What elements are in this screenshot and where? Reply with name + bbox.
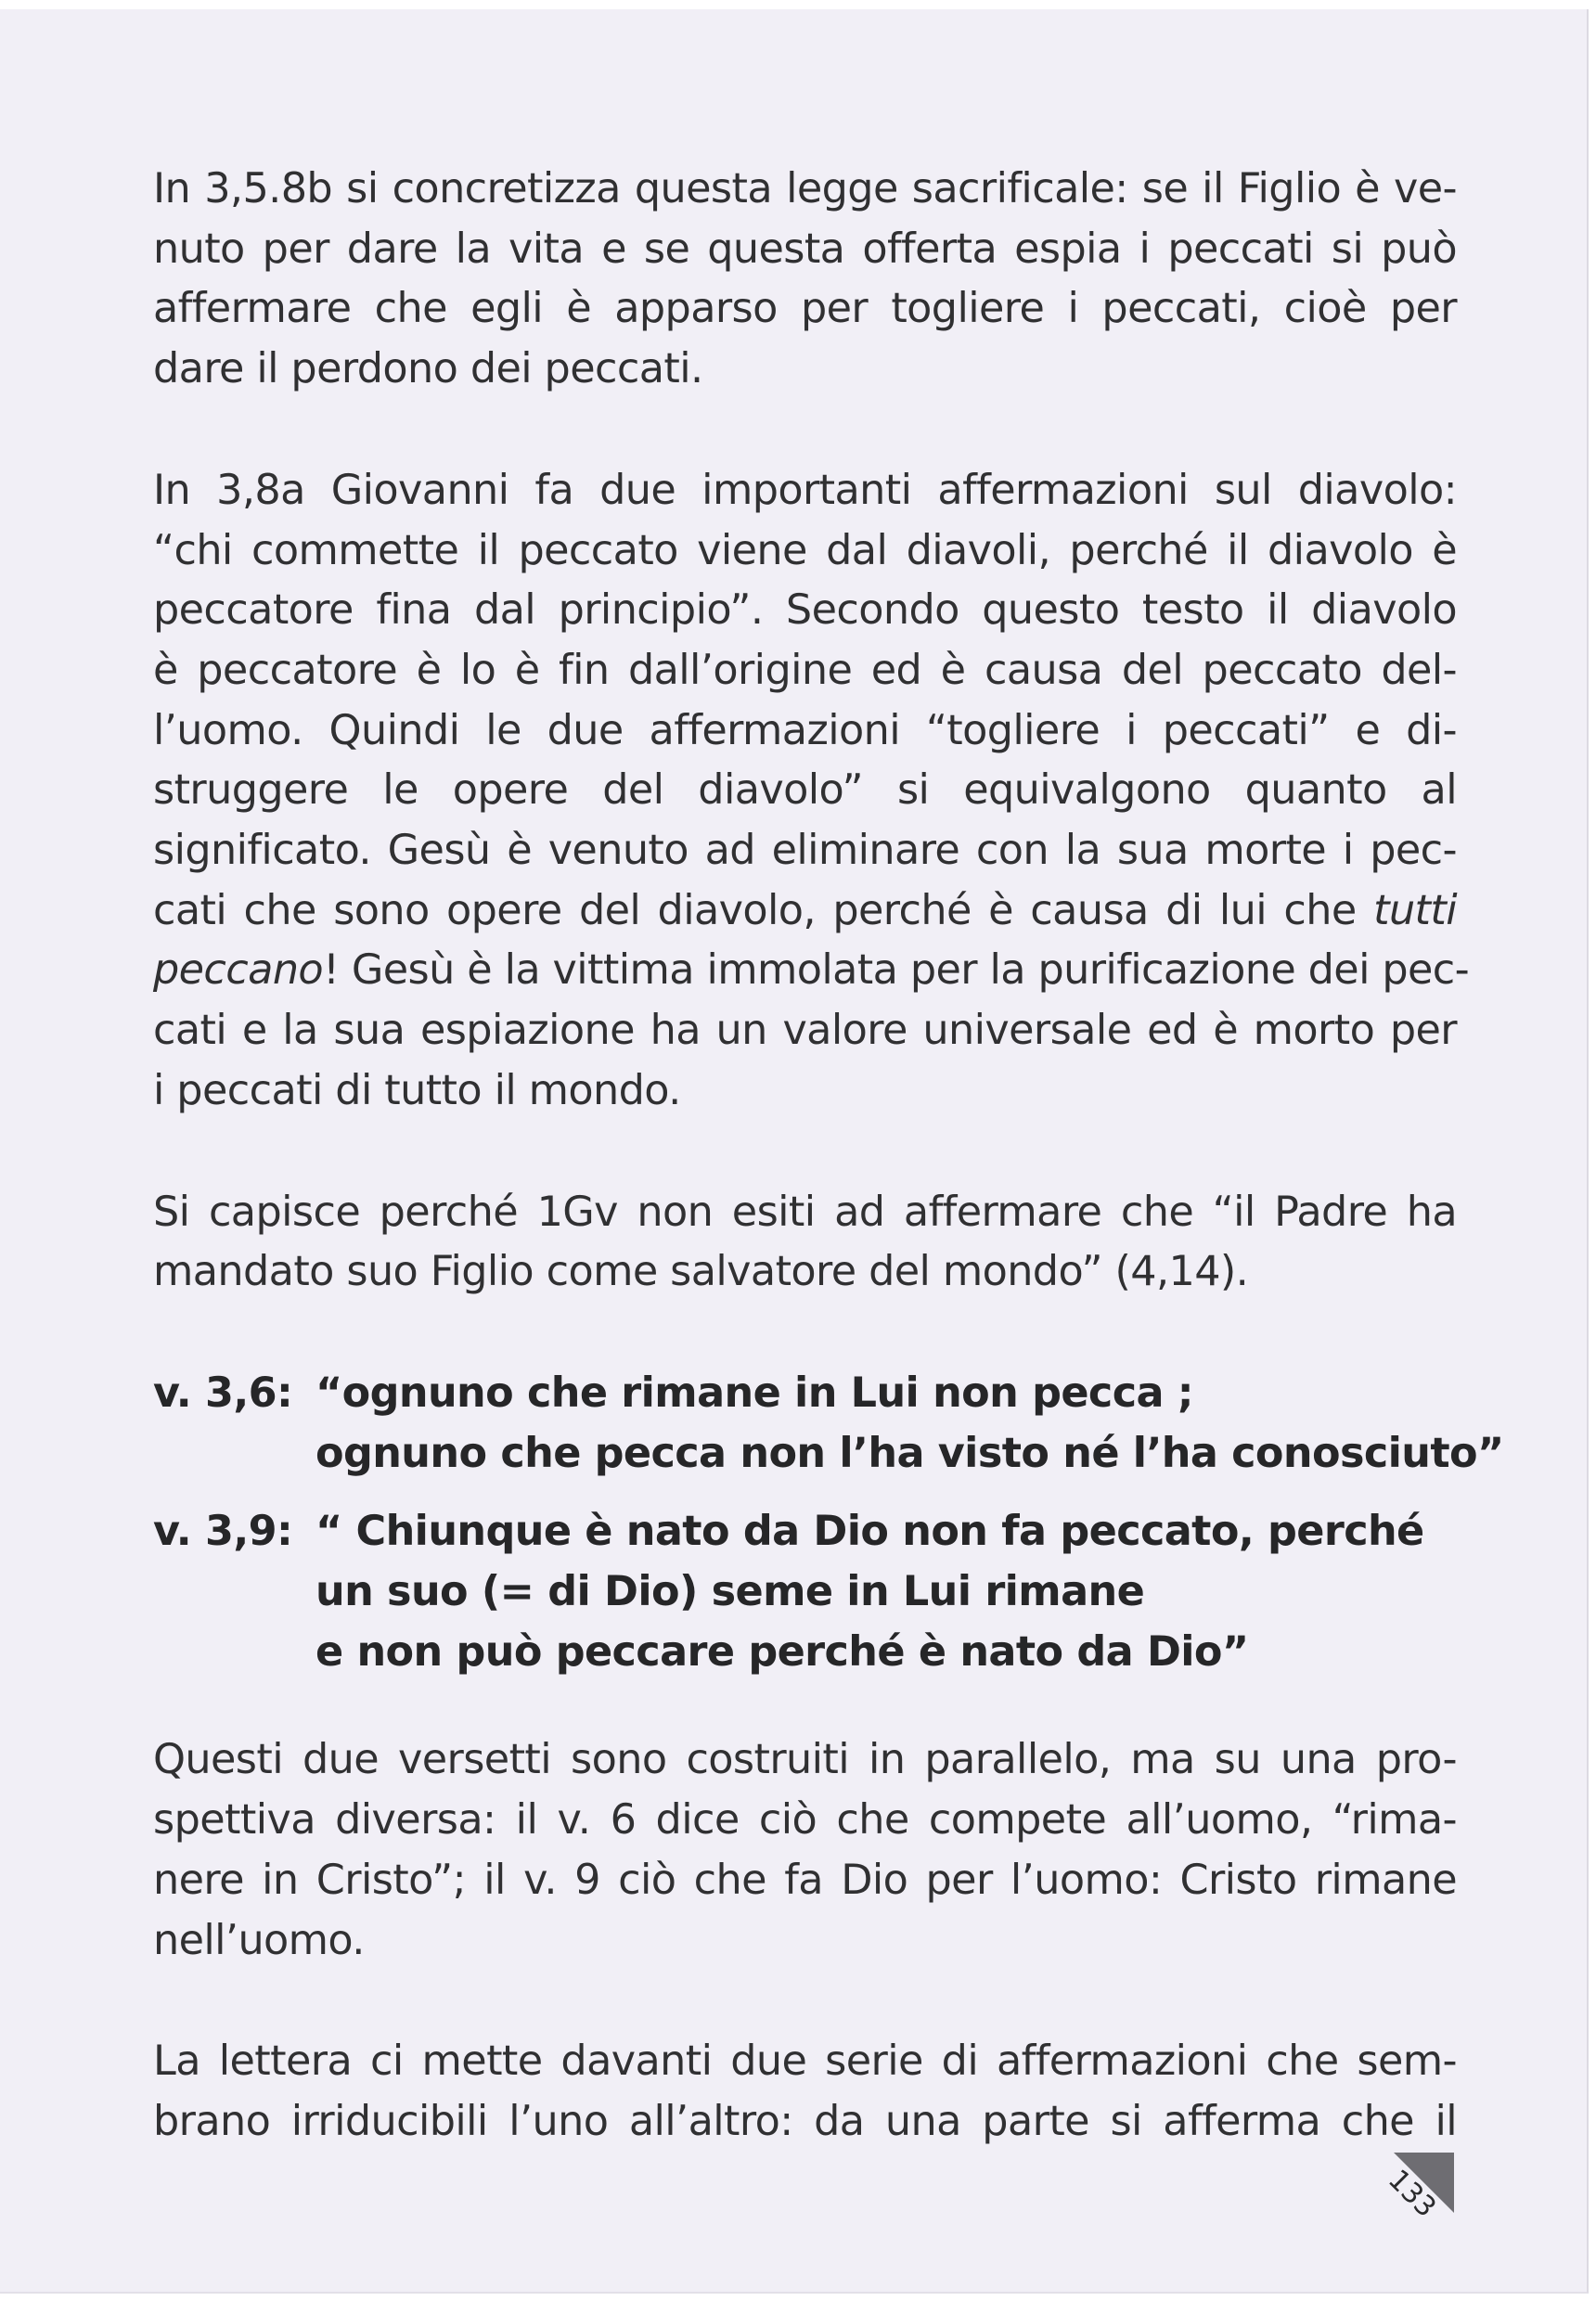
paragraph-2 <box>153 461 1470 1122</box>
verse-3-9 <box>153 1502 1457 1682</box>
page-number: 133 <box>1382 2163 1443 2224</box>
verse-3-6 <box>153 1364 1504 1484</box>
text-line: cati e la sua espiazione ha un valore universale ed è morto per <box>153 1007 1457 1055</box>
text-line: nell’uomo. <box>153 1916 365 1964</box>
text-line: peccatore fina dal principio”. Secondo questo testo il diavolo <box>153 586 1457 635</box>
page-number-marker <box>1357 2153 1454 2245</box>
text-line: struggere le opere del diavolo” si equivalgono quanto al <box>153 766 1457 815</box>
verse-quotes <box>153 1364 1504 1683</box>
book-page <box>0 9 1589 2294</box>
verse-line: ognuno che pecca non l’ha visto né l’ha conosciuto” <box>315 1429 1504 1477</box>
text-line-part: cati che sono opere del diavolo, perché è causa di lui che <box>153 886 1357 934</box>
verse-text <box>315 1502 1457 1682</box>
text-line: Si capisce perché 1Gv non esiti ad affermare che “il Padre ha <box>153 1188 1457 1236</box>
text-line: nere in Cristo”; il v. 9 ciò che fa Dio per l’uomo: Cristo rimane <box>153 1856 1457 1904</box>
paragraph-3 <box>153 1183 1457 1303</box>
text-line: nuto per dare la vita e se questa offerta espia i peccati si può <box>153 225 1457 273</box>
verse-line: e non può peccare perché è nato da Dio” <box>315 1627 1249 1676</box>
verse-line: “ Chiunque è nato da Dio non fa peccato, perché <box>315 1508 1424 1556</box>
text-line-part: ! Gesù è la vittima immolata per la purificazione dei pec- <box>323 946 1470 995</box>
verse-label: v. 3,9: <box>153 1508 293 1556</box>
text-line: La lettera ci mette davanti due serie di affermazioni che sem- <box>153 2037 1457 2086</box>
text-line: brano irriducibili l’uno all’altro: da una parte si afferma che il <box>153 2097 1457 2145</box>
text-line: l’uomo. Quindi le due affermazioni “togliere i peccati” e di- <box>153 706 1457 754</box>
paragraph-4 <box>153 1730 1457 1971</box>
text-line: significato. Gesù è venuto ad eliminare con la sua morte i pec- <box>153 827 1457 875</box>
verse-line: un suo (= di Dio) seme in Lui rimane <box>315 1568 1145 1616</box>
text-line: In 3,5.8b si concretizza questa legge sacrificale: se il Figlio è ve- <box>153 165 1457 212</box>
page-body <box>153 160 1504 2214</box>
text-line: i peccati di tutto il mondo. <box>153 1066 681 1114</box>
text-line: “chi commette il peccato viene dal diavoli, perché il diavolo è <box>153 526 1457 574</box>
text-line: mandato suo Figlio come salvatore del mondo” (4,14). <box>153 1248 1249 1296</box>
verse-label: v. 3,6: <box>153 1369 293 1417</box>
italic-word: tutti <box>1373 886 1458 934</box>
text-line: Questi due versetti sono costruiti in parallelo, ma su una pro- <box>153 1736 1457 1784</box>
text-line <box>153 941 1470 1001</box>
verse-text <box>315 1364 1504 1484</box>
paragraph-5 <box>153 2032 1457 2152</box>
verse-line: “ognuno che rimane in Lui non pecca ; <box>315 1369 1194 1417</box>
paragraph-1 <box>153 160 1457 400</box>
text-line: dare il perdono dei peccati. <box>153 345 703 393</box>
text-line: In 3,8a Giovanni fa due importanti affermazioni sul diavolo: <box>153 466 1457 514</box>
italic-word: peccano <box>153 946 324 995</box>
text-line: è peccatore è lo è fin dall’origine ed è causa del peccato del- <box>153 646 1457 694</box>
text-line: spettiva diversa: il v. 6 dice ciò che compete all’uomo, “rima- <box>153 1796 1457 1845</box>
text-line <box>153 881 1457 942</box>
text-line: affermare che egli è apparso per togliere i peccati, cioè per <box>153 285 1457 333</box>
